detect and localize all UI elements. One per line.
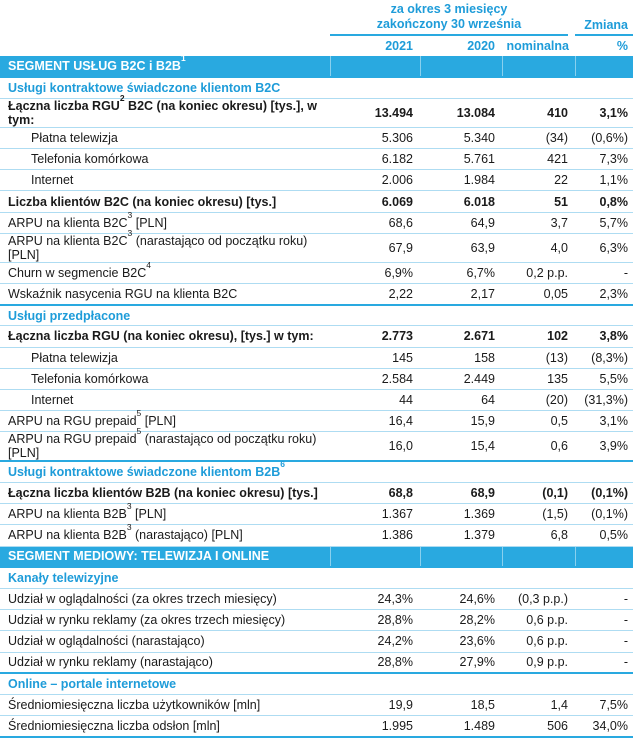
subsection-header-label — [0, 77, 633, 98]
metric-label-cell — [0, 426, 330, 462]
change-nominal-cell: 0,6 — [502, 432, 575, 462]
change-nominal-cell: 0,6 p.p. — [502, 610, 575, 631]
table-row — [0, 483, 633, 504]
subsection-header-row — [0, 461, 633, 482]
value-2020-cell: 5.340 — [420, 127, 502, 148]
change-header: Zmiana — [575, 0, 633, 36]
metric-label-cell — [0, 408, 330, 432]
table-row — [0, 98, 633, 127]
value-2020-cell: 28,2% — [420, 610, 502, 631]
table-row — [0, 170, 633, 191]
subsection-header-row — [0, 567, 633, 588]
change-percent-cell: (0,1%) — [575, 504, 633, 525]
period-line-1: za okres 3 miesięcy — [390, 2, 508, 16]
metric-label-cell — [0, 522, 330, 546]
segment-header-cell — [575, 56, 633, 77]
value-2021-cell: 24,3% — [330, 588, 420, 609]
change-nominal-cell: 0,2 p.p. — [502, 262, 575, 283]
value-2020-cell: 6,7% — [420, 262, 502, 283]
row-label-text: Usługi przedpłacone — [8, 308, 131, 323]
value-2021-cell: 6.069 — [330, 191, 420, 212]
table-header-period-row — [0, 0, 633, 36]
row-label — [8, 329, 314, 343]
row-label-text: Łączna liczba RGU — [8, 98, 120, 113]
row-label-text: [PLN] — [132, 215, 167, 230]
row-label-text: Kanały telewizyjne — [8, 571, 119, 586]
table-row — [0, 694, 633, 715]
table-row — [0, 262, 633, 283]
row-label-text: Churn w segmencie B2C — [8, 265, 147, 280]
change-percent-cell: - — [575, 610, 633, 631]
value-2021-cell: 6.182 — [330, 149, 420, 170]
metric-label-cell — [0, 389, 330, 410]
metric-label-cell — [0, 284, 330, 305]
change-nominal-cell: (34) — [502, 127, 575, 148]
segment-header-label — [0, 52, 330, 77]
value-2020-cell: 5.761 — [420, 149, 502, 170]
column-label-percent: % — [616, 39, 628, 53]
segment-header-cell — [330, 56, 420, 77]
row-label-text: Płatna telewizja — [31, 350, 118, 365]
change-percent-cell: - — [575, 631, 633, 652]
metric-label-cell — [0, 92, 330, 127]
table-row — [0, 631, 633, 652]
footnote-superscript: 2 — [119, 92, 125, 103]
footnote-superscript: 4 — [146, 259, 151, 270]
metric-label-cell — [0, 149, 330, 170]
row-label — [8, 309, 130, 323]
footnote-superscript: 1 — [180, 52, 186, 63]
row-label-text: Online – portale internetowe — [8, 677, 177, 692]
table-row — [0, 588, 633, 609]
change-nominal-cell: (20) — [502, 389, 575, 410]
value-2021-cell: 13.494 — [330, 98, 420, 127]
metric-label-cell — [0, 209, 330, 233]
footnote-superscript: 3 — [126, 501, 132, 512]
value-2020-cell: 13.084 — [420, 98, 502, 127]
metric-label-cell — [0, 501, 330, 525]
change-percent-cell: - — [575, 262, 633, 283]
value-2021-cell: 28,8% — [330, 610, 420, 631]
subsection-header-label — [0, 567, 633, 588]
value-2020-cell: 158 — [420, 347, 502, 368]
value-2021-cell: 6,9% — [330, 262, 420, 283]
change-percent-cell: 3,1% — [575, 98, 633, 127]
row-label — [8, 655, 213, 669]
row-label-text: Udział w rynku reklamy (za okres trzech miesięcy) — [8, 613, 286, 628]
footnote-superscript: 3 — [127, 209, 133, 220]
metric-label-cell — [0, 610, 330, 631]
change-percent-cell: 6,3% — [575, 233, 633, 262]
row-label — [8, 634, 205, 648]
column-label-2020: 2020 — [467, 39, 495, 53]
change-nominal-cell: 3,7 — [502, 212, 575, 233]
footnote-superscript: 3 — [126, 522, 132, 533]
row-label-text: ARPU na klienta B2C — [8, 233, 128, 248]
row-label-text: Średniomiesięczna liczba użytkowników [mln] — [8, 697, 261, 712]
table-row — [0, 191, 633, 212]
row-label — [8, 209, 167, 230]
table-row — [0, 284, 633, 305]
subsection-header-label — [0, 305, 633, 326]
value-2021-cell: 1.386 — [330, 525, 420, 546]
row-label-text: SEGMENT MEDIOWY: TELEWIZJA I ONLINE — [8, 549, 270, 564]
segment-header-row — [0, 56, 633, 77]
subsection-header-label — [0, 673, 633, 694]
footnote-superscript: 3 — [127, 227, 133, 238]
value-2020-cell: 24,6% — [420, 588, 502, 609]
value-2021-cell: 68,8 — [330, 483, 420, 504]
row-label — [8, 549, 269, 563]
value-2021-cell: 68,6 — [330, 212, 420, 233]
value-2020-cell: 18,5 — [420, 694, 502, 715]
row-label-text: Internet — [31, 393, 74, 408]
change-nominal-cell: 6,8 — [502, 525, 575, 546]
change-nominal-cell: 51 — [502, 191, 575, 212]
table-row — [0, 504, 633, 525]
metric-label-cell — [0, 347, 330, 368]
change-percent-cell: - — [575, 652, 633, 673]
subsection-header-label — [0, 461, 633, 482]
metric-label-cell — [0, 588, 330, 609]
value-2020-cell: 1.984 — [420, 170, 502, 191]
table-row — [0, 389, 633, 410]
row-label-text: Płatna telewizja — [31, 130, 118, 145]
change-percent-cell: 0,8% — [575, 191, 633, 212]
metric-label-cell — [0, 170, 330, 191]
table-row — [0, 525, 633, 546]
segment-header-row — [0, 546, 633, 567]
footnote-superscript: 6 — [280, 459, 286, 469]
row-label-text: Udział w oglądalności (za okres trzech miesięcy) — [8, 592, 277, 607]
segment-header-cell — [330, 546, 420, 567]
row-label-text: Średniomiesięczna liczba odsłon [mln] — [8, 718, 220, 733]
value-2021-cell: 67,9 — [330, 233, 420, 262]
value-2020-cell: 2.671 — [420, 326, 502, 347]
row-label — [8, 613, 285, 627]
row-label-text: Liczba klientów B2C (na koniec okresu) [tys.] — [8, 194, 277, 209]
change-percent-cell: 2,3% — [575, 284, 633, 305]
metric-label-cell — [0, 127, 330, 148]
row-label — [8, 677, 176, 691]
value-2020-cell: 2.449 — [420, 368, 502, 389]
change-nominal-cell: 0,9 p.p. — [502, 652, 575, 673]
value-2021-cell: 19,9 — [330, 694, 420, 715]
table-row — [0, 233, 633, 262]
row-label-text: (narastająco) [PLN] — [131, 528, 243, 543]
value-2021-cell: 5.306 — [330, 127, 420, 148]
change-nominal-cell: (0,3 p.p.) — [502, 588, 575, 609]
value-2021-cell: 2.773 — [330, 326, 420, 347]
segment-header-cell — [420, 546, 502, 567]
table-row — [0, 149, 633, 170]
metric-label-cell — [0, 483, 330, 504]
change-percent-cell: 5,7% — [575, 212, 633, 233]
change-nominal-cell: (13) — [502, 347, 575, 368]
table-row — [0, 127, 633, 148]
row-label — [8, 459, 286, 480]
value-2020-cell: 6.018 — [420, 191, 502, 212]
change-nominal-cell: 410 — [502, 98, 575, 127]
row-label — [8, 522, 243, 543]
row-label — [8, 592, 277, 606]
value-2020-cell: 15,9 — [420, 411, 502, 432]
row-label — [8, 92, 317, 127]
change-nominal-cell: 0,6 p.p. — [502, 631, 575, 652]
change-percent-cell: - — [575, 588, 633, 609]
segment-header-cell — [575, 546, 633, 567]
value-2020-cell: 15,4 — [420, 432, 502, 462]
row-label-text: B2C (na koniec okresu) [tys.], w tym: — [8, 98, 317, 127]
footnote-superscript: 5 — [136, 426, 142, 437]
value-2021-cell: 1.367 — [330, 504, 420, 525]
row-label-text: Telefonia komórkowa — [31, 152, 149, 167]
row-label-text: Wskaźnik nasycenia RGU na klienta B2C — [8, 286, 238, 301]
change-percent-cell: 3,9% — [575, 432, 633, 462]
change-nominal-cell: 0,5 — [502, 411, 575, 432]
table-row — [0, 347, 633, 368]
row-label-text: ARPU na RGU prepaid — [8, 414, 137, 429]
row-label-text: (narastająco od początku roku) [PLN] — [8, 233, 308, 262]
metric-label-cell — [0, 191, 330, 212]
change-percent-cell: (0,6%) — [575, 127, 633, 148]
row-label — [8, 408, 177, 429]
metric-label-cell — [0, 652, 330, 673]
value-2021-cell: 1.995 — [330, 716, 420, 737]
row-label — [31, 372, 148, 386]
row-label-text: (narastająco od początku roku) [PLN] — [8, 432, 317, 461]
change-nominal-cell: 1,4 — [502, 694, 575, 715]
segment-header-cell — [502, 546, 575, 567]
change-nominal-cell: (1,5) — [502, 504, 575, 525]
row-label — [8, 486, 318, 500]
row-label-text: ARPU na klienta B2B — [8, 528, 127, 543]
value-2020-cell: 63,9 — [420, 233, 502, 262]
change-nominal-cell: 506 — [502, 716, 575, 737]
metric-label-cell — [0, 716, 330, 737]
row-label — [8, 195, 276, 209]
change-nominal-cell: (0,1) — [502, 483, 575, 504]
value-2020-cell: 68,9 — [420, 483, 502, 504]
column-label-nominal: nominalna — [506, 39, 569, 53]
change-nominal-cell: 4,0 — [502, 233, 575, 262]
row-label-text: Usługi kontraktowe świadczone klientom B2C — [8, 81, 281, 96]
value-2021-cell: 2,22 — [330, 284, 420, 305]
change-percent-cell: 3,8% — [575, 326, 633, 347]
row-label-text: [PLN] — [141, 414, 177, 429]
value-2021-cell: 145 — [330, 347, 420, 368]
table-column-labels — [0, 36, 633, 56]
change-percent-cell: 7,3% — [575, 149, 633, 170]
table-row — [0, 411, 633, 432]
row-label — [8, 571, 118, 585]
value-2021-cell: 2.584 — [330, 368, 420, 389]
row-label — [31, 131, 118, 145]
segment-header-cell — [420, 56, 502, 77]
row-label — [8, 81, 280, 95]
row-label — [8, 426, 317, 461]
row-label-text: ARPU na klienta B2C — [8, 215, 128, 230]
metric-label-cell — [0, 631, 330, 652]
row-label — [8, 501, 167, 522]
value-2020-cell: 23,6% — [420, 631, 502, 652]
table-body — [0, 52, 633, 737]
value-2021-cell: 16,4 — [330, 411, 420, 432]
segment-header-cell — [502, 56, 575, 77]
value-2020-cell: 1.489 — [420, 716, 502, 737]
change-nominal-cell: 135 — [502, 368, 575, 389]
row-label — [8, 52, 186, 74]
change-nominal-cell: 0,05 — [502, 284, 575, 305]
row-label — [8, 227, 308, 262]
footnote-superscript: 5 — [136, 408, 142, 419]
value-2020-cell: 27,9% — [420, 652, 502, 673]
row-label — [31, 152, 148, 166]
metric-label-cell — [0, 694, 330, 715]
value-2021-cell: 16,0 — [330, 432, 420, 462]
table-row — [0, 212, 633, 233]
row-label-text: Udział w oglądalności (narastająco) — [8, 634, 205, 649]
kpi-table — [0, 52, 633, 738]
value-2021-cell: 44 — [330, 389, 420, 410]
row-label-text: Udział w rynku reklamy (narastająco) — [8, 655, 213, 670]
row-label-text: Internet — [31, 173, 74, 188]
value-2021-cell: 28,8% — [330, 652, 420, 673]
change-percent-cell: (0,1%) — [575, 483, 633, 504]
change-percent-cell: 7,5% — [575, 694, 633, 715]
row-label — [8, 287, 237, 301]
change-nominal-cell: 22 — [502, 170, 575, 191]
change-percent-cell: 34,0% — [575, 716, 633, 737]
metric-label-cell — [0, 259, 330, 283]
row-label-text: ARPU na klienta B2B — [8, 507, 127, 522]
subsection-header-row — [0, 77, 633, 98]
row-label-text: Usługi kontraktowe świadczone klientom B2B — [8, 465, 281, 480]
change-percent-cell: (31,3%) — [575, 389, 633, 410]
value-2021-cell: 24,2% — [330, 631, 420, 652]
row-label-text: Łączna liczba RGU (na koniec okresu), [tys.] w tym: — [8, 329, 314, 344]
table-row — [0, 368, 633, 389]
metric-label-cell — [0, 227, 330, 262]
value-2020-cell: 2,17 — [420, 284, 502, 305]
value-2020-cell: 1.379 — [420, 525, 502, 546]
subsection-header-row — [0, 673, 633, 694]
table-row — [0, 610, 633, 631]
row-label — [8, 259, 151, 280]
row-label — [31, 173, 73, 187]
metric-label-cell — [0, 326, 330, 347]
value-2020-cell: 64,9 — [420, 212, 502, 233]
table-row — [0, 326, 633, 347]
row-label-text: ARPU na RGU prepaid — [8, 432, 137, 447]
row-label-text: SEGMENT USŁUG B2C i B2B — [8, 59, 181, 74]
change-percent-cell: 5,5% — [575, 368, 633, 389]
row-label — [8, 698, 260, 712]
table-header — [0, 0, 633, 56]
change-nominal-cell: 102 — [502, 326, 575, 347]
row-label — [31, 393, 73, 407]
row-label — [31, 351, 118, 365]
change-nominal-cell: 421 — [502, 149, 575, 170]
metric-label-cell — [0, 368, 330, 389]
row-label-text: Telefonia komórkowa — [31, 371, 149, 386]
row-label-text: Łączna liczba klientów B2B (na koniec okresu) [tys.] — [8, 486, 318, 501]
period-line-2: zakończony 30 września — [376, 17, 522, 31]
change-percent-cell: 3,1% — [575, 411, 633, 432]
subsection-header-row — [0, 305, 633, 326]
value-2021-cell: 2.006 — [330, 170, 420, 191]
value-2020-cell: 1.369 — [420, 504, 502, 525]
row-label — [8, 719, 220, 733]
segment-header-label — [0, 546, 330, 567]
column-label-2021: 2021 — [385, 39, 413, 53]
table-row — [0, 716, 633, 737]
table-row — [0, 432, 633, 462]
table-row — [0, 652, 633, 673]
change-percent-cell: (8,3%) — [575, 347, 633, 368]
change-percent-cell: 1,1% — [575, 170, 633, 191]
period-header — [330, 0, 568, 36]
row-label-text: [PLN] — [131, 507, 167, 522]
value-2020-cell: 64 — [420, 389, 502, 410]
change-percent-cell: 0,5% — [575, 525, 633, 546]
